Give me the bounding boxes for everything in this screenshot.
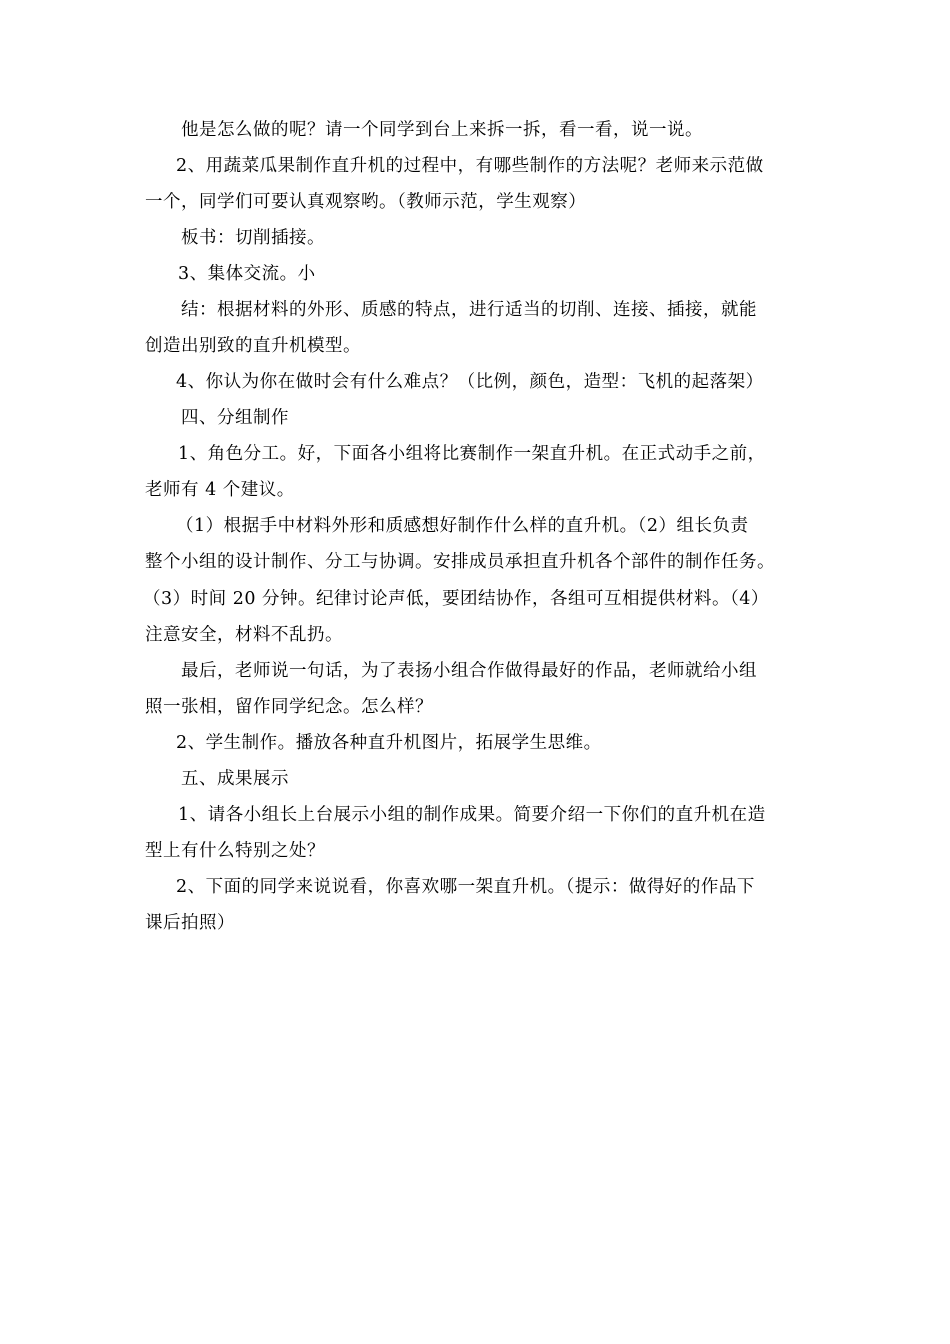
text-line: 课后拍照）	[145, 913, 235, 933]
section-heading: 四、分组制作	[181, 408, 289, 428]
text-line: 照一张相，留作同学纪念。怎么样？	[145, 697, 433, 717]
text-line: （1）根据手中材料外形和质感想好制作什么样的直升机。（2）组长负责	[176, 516, 749, 536]
text-line: 2、用蔬菜瓜果制作直升机的过程中，有哪些制作的方法呢？老师来示范做	[176, 156, 764, 176]
text-line: 板书：切削插接。	[181, 228, 325, 248]
text-line: 4、你认为你在做时会有什么难点？（比例，颜色，造型：飞机的起落架）	[176, 372, 764, 392]
text-line: 2、下面的同学来说说看，你喜欢哪一架直升机。（提示：做得好的作品下	[176, 877, 755, 897]
text-line: 创造出别致的直升机模型。	[145, 336, 361, 356]
text-line: 最后，老师说一句话，为了表扬小组合作做得最好的作品，老师就给小组	[181, 661, 757, 681]
text-line: 1、角色分工。好，下面各小组将比赛制作一架直升机。在正式动手之前，	[178, 444, 766, 464]
text-line: 一个，同学们可要认真观察哟。（教师示范，学生观察）	[145, 192, 587, 212]
section-heading: 五、成果展示	[181, 769, 289, 789]
text-line: 结：根据材料的外形、质感的特点，进行适当的切削、连接、插接，就能	[181, 300, 757, 320]
text-line: 1、请各小组长上台展示小组的制作成果。简要介绍一下你们的直升机在造	[178, 805, 766, 825]
text-line: 型上有什么特别之处？	[145, 841, 325, 861]
text-line: 3、集体交流。小	[178, 264, 316, 284]
text-line: 注意安全，材料不乱扔。	[145, 625, 343, 645]
text-line: 2、学生制作。播放各种直升机图片，拓展学生思维。	[176, 733, 602, 753]
text-line: （3）时间 20 分钟。纪律讨论声低，要团结协作，各组可互相提供材料。（4）	[143, 589, 769, 609]
text-line: 整个小组的设计制作、分工与协调。安排成员承担直升机各个部件的制作任务。	[145, 552, 775, 572]
text-line: 他是怎么做的呢？请一个同学到台上来拆一拆，看一看，说一说。	[181, 120, 703, 140]
text-line: 老师有 4 个建议。	[145, 480, 295, 500]
